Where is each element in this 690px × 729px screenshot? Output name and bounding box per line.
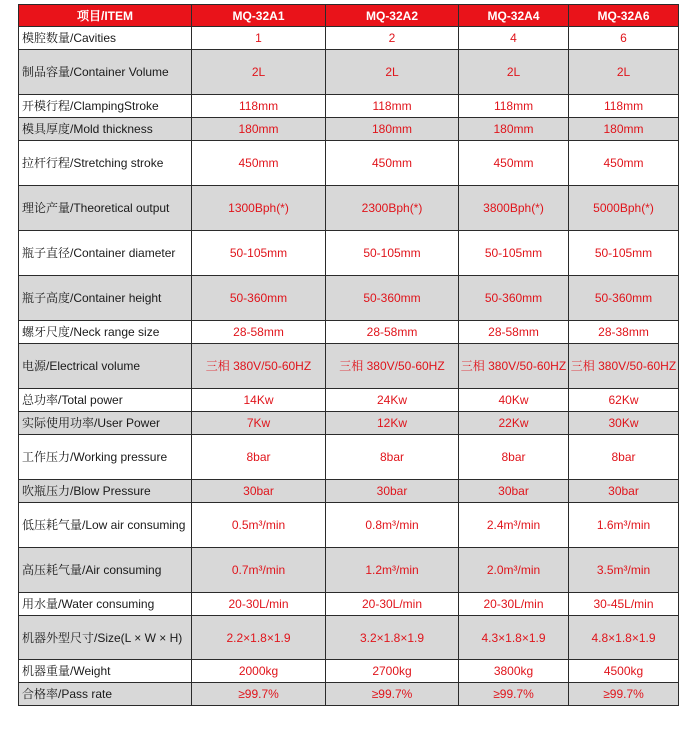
cell-value: 2L — [326, 50, 459, 95]
cell-value: 40Kw — [459, 389, 569, 412]
cell-value: 30bar — [569, 480, 679, 503]
row-label: 开模行程/ClampingStroke — [19, 95, 192, 118]
cell-value: 30bar — [459, 480, 569, 503]
row-label: 机器外型尺寸/Size(L × W × H) — [19, 616, 192, 660]
cell-value: 2300Bph(*) — [326, 186, 459, 231]
spec-table — [18, 4, 679, 706]
cell-value: 4.3×1.8×1.9 — [459, 616, 569, 660]
table-row — [19, 593, 679, 616]
cell-value: 2L — [192, 50, 326, 95]
cell-value: 2 — [326, 27, 459, 50]
cell-value: 50-105mm — [459, 231, 569, 276]
cell-value: 450mm — [326, 141, 459, 186]
row-label: 吹瓶压力/Blow Pressure — [19, 480, 192, 503]
cell-value: 1.2m³/min — [326, 548, 459, 593]
row-label: 瓶子高度/Container height — [19, 276, 192, 321]
table-row — [19, 389, 679, 412]
cell-value: 20-30L/min — [192, 593, 326, 616]
cell-value: 2L — [569, 50, 679, 95]
cell-value: 118mm — [459, 95, 569, 118]
table-row — [19, 118, 679, 141]
cell-value: 118mm — [192, 95, 326, 118]
cell-value: 5000Bph(*) — [569, 186, 679, 231]
row-label: 工作压力/Working pressure — [19, 435, 192, 480]
cell-value: 三相 380V/50-60HZ — [569, 344, 679, 389]
row-label: 机器重量/Weight — [19, 660, 192, 683]
cell-value: 450mm — [459, 141, 569, 186]
row-label: 实际使用功率/User Power — [19, 412, 192, 435]
cell-value: 8bar — [326, 435, 459, 480]
table-row — [19, 660, 679, 683]
row-label: 用水量/Water consuming — [19, 593, 192, 616]
table-row — [19, 344, 679, 389]
cell-value: 8bar — [459, 435, 569, 480]
header-model: MQ-32A2 — [326, 5, 459, 27]
table-row — [19, 27, 679, 50]
cell-value: 50-105mm — [192, 231, 326, 276]
cell-value: 2.2×1.8×1.9 — [192, 616, 326, 660]
cell-value: 30Kw — [569, 412, 679, 435]
cell-value: 2700kg — [326, 660, 459, 683]
cell-value: 30bar — [192, 480, 326, 503]
cell-value: 0.7m³/min — [192, 548, 326, 593]
cell-value: 4.8×1.8×1.9 — [569, 616, 679, 660]
row-label: 模具厚度/Mold thickness — [19, 118, 192, 141]
cell-value: 30bar — [326, 480, 459, 503]
table-row — [19, 548, 679, 593]
table-row — [19, 141, 679, 186]
cell-value: 3.2×1.8×1.9 — [326, 616, 459, 660]
table-row — [19, 412, 679, 435]
cell-value: 118mm — [326, 95, 459, 118]
cell-value: 0.8m³/min — [326, 503, 459, 548]
header-item: 项目/ITEM — [19, 5, 192, 27]
table-row — [19, 480, 679, 503]
table-row — [19, 95, 679, 118]
cell-value: 50-360mm — [192, 276, 326, 321]
row-label: 总功率/Total power — [19, 389, 192, 412]
cell-value: 50-360mm — [326, 276, 459, 321]
table-row — [19, 50, 679, 95]
cell-value: ≥99.7% — [569, 683, 679, 706]
cell-value: 6 — [569, 27, 679, 50]
row-label: 螺牙尺度/Neck range size — [19, 321, 192, 344]
table-row — [19, 321, 679, 344]
table-row — [19, 231, 679, 276]
cell-value: 24Kw — [326, 389, 459, 412]
table-row — [19, 683, 679, 706]
row-label: 合格率/Pass rate — [19, 683, 192, 706]
cell-value: 4 — [459, 27, 569, 50]
table-row — [19, 186, 679, 231]
cell-value: 2L — [459, 50, 569, 95]
cell-value: 28-58mm — [192, 321, 326, 344]
header-model: MQ-32A1 — [192, 5, 326, 27]
cell-value: 14Kw — [192, 389, 326, 412]
table-row — [19, 616, 679, 660]
cell-value: 180mm — [326, 118, 459, 141]
table-row — [19, 435, 679, 480]
row-label: 电源/Electrical volume — [19, 344, 192, 389]
table-row — [19, 276, 679, 321]
cell-value: 8bar — [192, 435, 326, 480]
cell-value: 1300Bph(*) — [192, 186, 326, 231]
cell-value: 3800Bph(*) — [459, 186, 569, 231]
cell-value: 8bar — [569, 435, 679, 480]
row-label: 高压耗气量/Air consuming — [19, 548, 192, 593]
cell-value: 180mm — [459, 118, 569, 141]
cell-value: ≥99.7% — [326, 683, 459, 706]
header-model: MQ-32A6 — [569, 5, 679, 27]
cell-value: 50-105mm — [569, 231, 679, 276]
cell-value: 180mm — [192, 118, 326, 141]
cell-value: 三相 380V/50-60HZ — [459, 344, 569, 389]
cell-value: 2.4m³/min — [459, 503, 569, 548]
cell-value: 28-58mm — [459, 321, 569, 344]
cell-value: 50-360mm — [459, 276, 569, 321]
cell-value: 28-58mm — [326, 321, 459, 344]
cell-value: ≥99.7% — [459, 683, 569, 706]
cell-value: 50-105mm — [326, 231, 459, 276]
row-label: 模腔数量/Cavities — [19, 27, 192, 50]
row-label: 制品容量/Container Volume — [19, 50, 192, 95]
header-row — [19, 5, 679, 27]
cell-value: 12Kw — [326, 412, 459, 435]
cell-value: 50-360mm — [569, 276, 679, 321]
table-row — [19, 503, 679, 548]
cell-value: ≥99.7% — [192, 683, 326, 706]
cell-value: 7Kw — [192, 412, 326, 435]
cell-value: 20-30L/min — [326, 593, 459, 616]
cell-value: 1.6m³/min — [569, 503, 679, 548]
cell-value: 30-45L/min — [569, 593, 679, 616]
cell-value: 3800kg — [459, 660, 569, 683]
cell-value: 三相 380V/50-60HZ — [326, 344, 459, 389]
cell-value: 3.5m³/min — [569, 548, 679, 593]
cell-value: 22Kw — [459, 412, 569, 435]
cell-value: 118mm — [569, 95, 679, 118]
row-label: 瓶子直径/Container diameter — [19, 231, 192, 276]
header-model: MQ-32A4 — [459, 5, 569, 27]
cell-value: 62Kw — [569, 389, 679, 412]
cell-value: 三相 380V/50-60HZ — [192, 344, 326, 389]
cell-value: 450mm — [192, 141, 326, 186]
cell-value: 2.0m³/min — [459, 548, 569, 593]
cell-value: 1 — [192, 27, 326, 50]
cell-value: 4500kg — [569, 660, 679, 683]
cell-value: 28-38mm — [569, 321, 679, 344]
cell-value: 20-30L/min — [459, 593, 569, 616]
row-label: 拉杆行程/Stretching stroke — [19, 141, 192, 186]
cell-value: 0.5m³/min — [192, 503, 326, 548]
cell-value: 2000kg — [192, 660, 326, 683]
cell-value: 450mm — [569, 141, 679, 186]
cell-value: 180mm — [569, 118, 679, 141]
row-label: 理论产量/Theoretical output — [19, 186, 192, 231]
row-label: 低压耗气量/Low air consuming — [19, 503, 192, 548]
